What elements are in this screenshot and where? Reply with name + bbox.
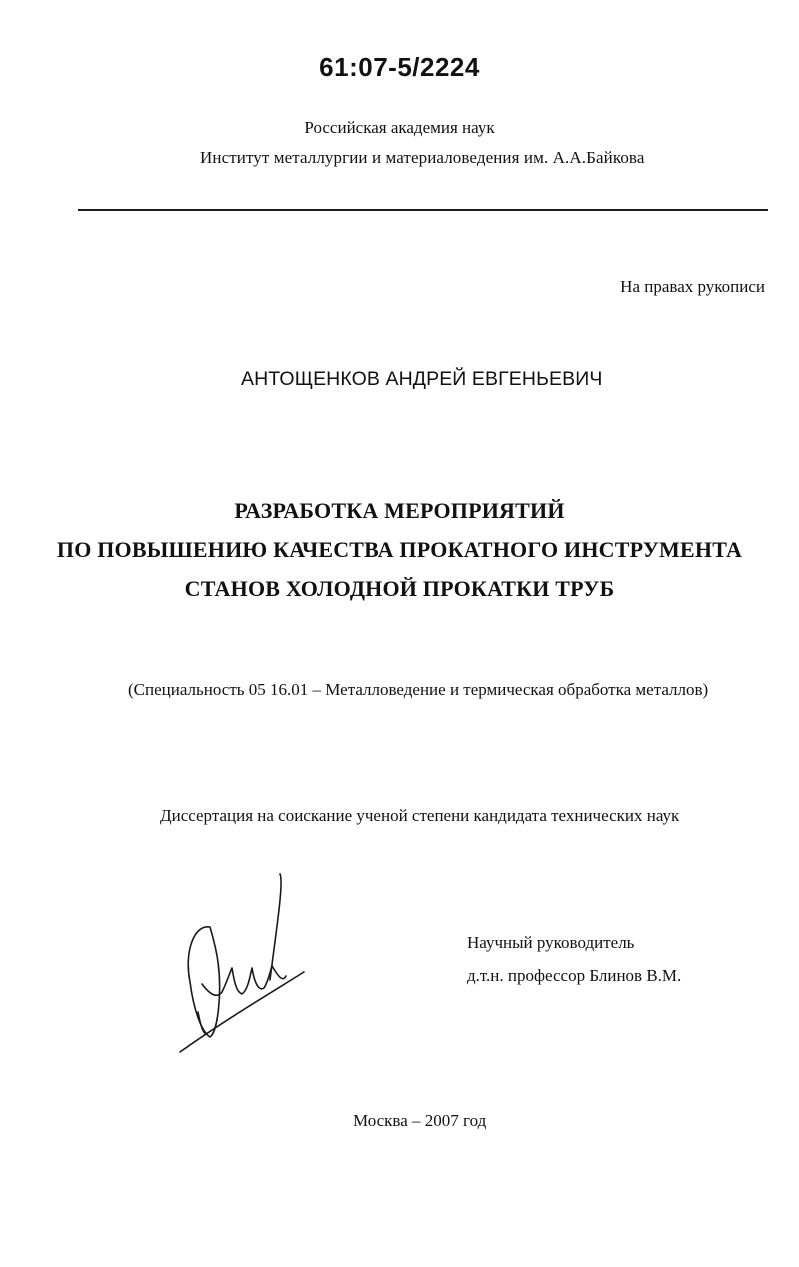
degree-statement: Диссертация на соискание ученой степени кандидата технических наук	[160, 806, 680, 825]
title-line-1: РАЗРАБОТКА МЕРОПРИЯТИЙ	[234, 498, 565, 523]
rights-note: На правах рукописи	[620, 277, 765, 296]
author-name: АНТОЩЕНКОВ АНДРЕЙ ЕВГЕНЬЕВИЧ	[241, 368, 603, 390]
signature-icon	[172, 872, 312, 1062]
advisor-role: Научный руководитель	[467, 933, 635, 952]
advisor-name: д.т.н. профессор Блинов В.М.	[467, 966, 682, 985]
title-line-3: СТАНОВ ХОЛОДНОЙ ПРОКАТКИ ТРУБ	[184, 576, 615, 601]
title-line-2: ПО ПОВЫШЕНИЮ КАЧЕСТВА ПРОКАТНОГО ИНСТРУМЕНТА	[56, 537, 743, 562]
institute-name: Институт металлургии и материаловедения им. А.А.Байкова	[200, 148, 645, 167]
catalog-code: 61:07-5/2224	[319, 52, 480, 82]
specialty-line: (Специальность 05 16.01 – Металловедение и термическая обработка металлов)	[128, 680, 709, 699]
header-divider	[78, 209, 768, 211]
city-year: Москва – 2007 год	[353, 1111, 487, 1130]
organization-name: Российская академия наук	[304, 118, 495, 137]
